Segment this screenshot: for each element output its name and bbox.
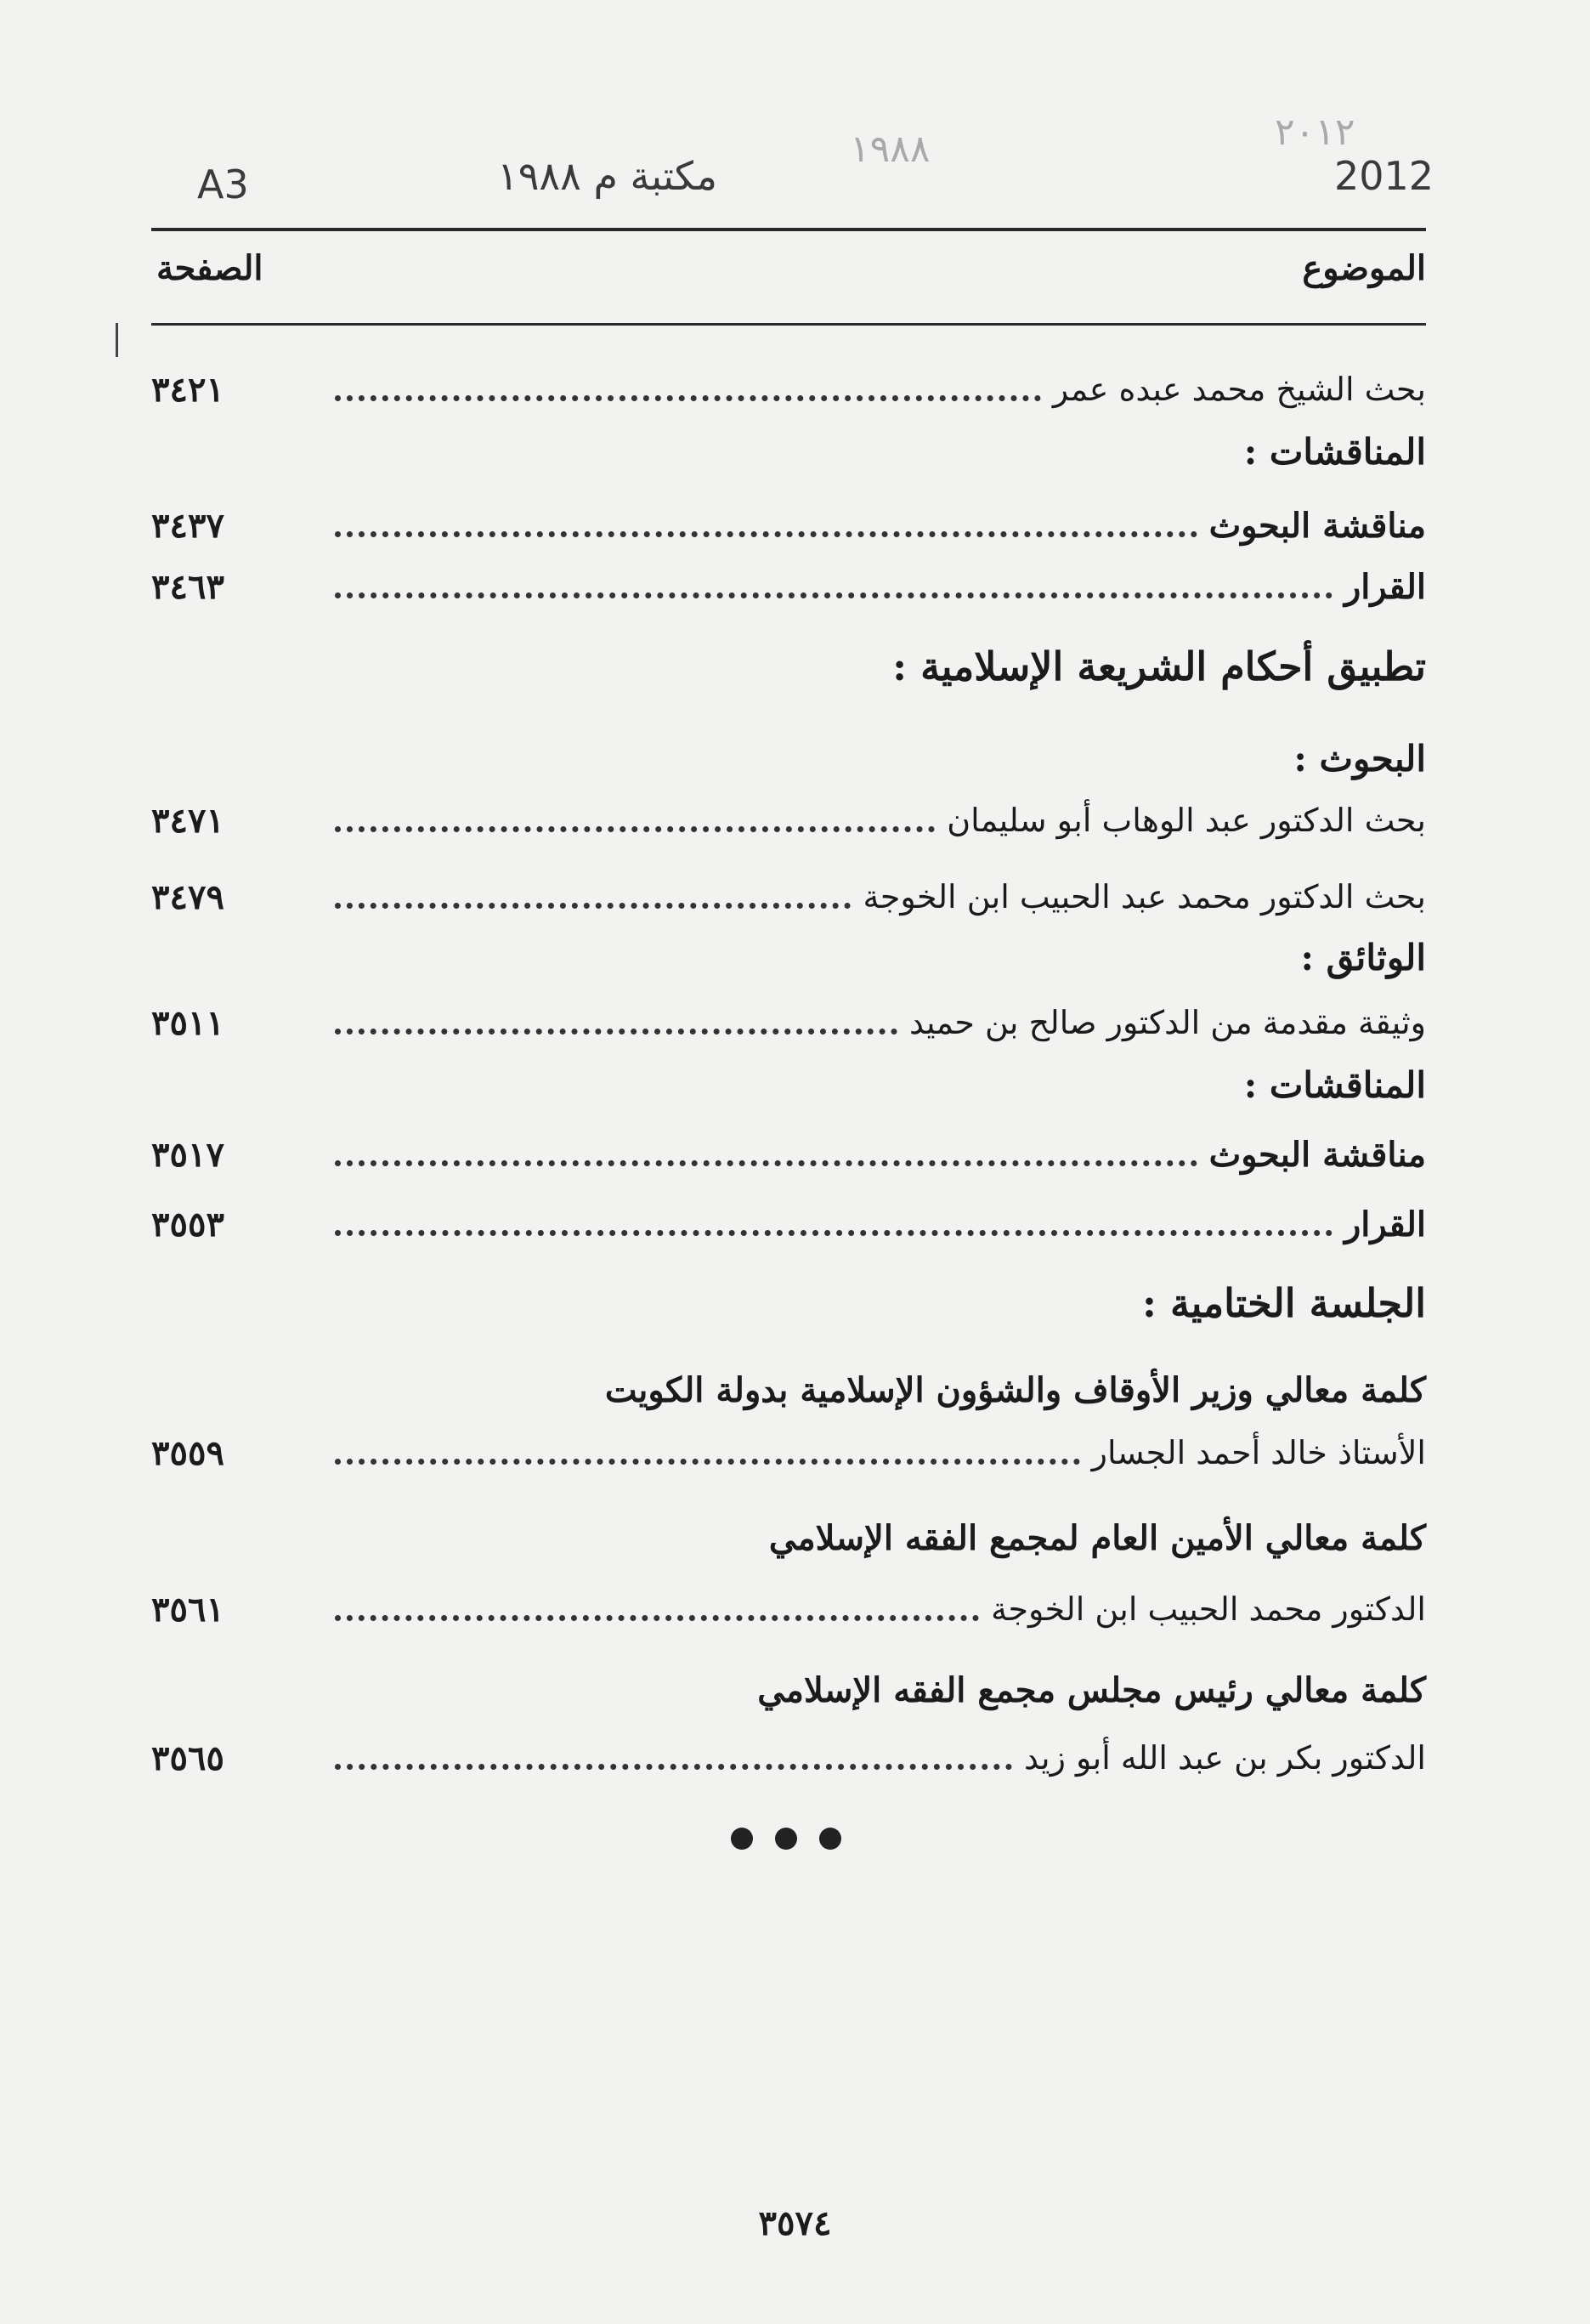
ornament-dot: [731, 1828, 753, 1850]
column-page: الصفحة: [156, 248, 263, 288]
entry-title: القرار: [1344, 1204, 1426, 1244]
page-ref: ٣٥١٧: [151, 1134, 224, 1175]
leader-dots: [335, 1615, 979, 1621]
page-ref: ٣٤٣٧: [151, 505, 224, 546]
page-ref: ٣٤٢١: [151, 369, 224, 410]
toc-entry: [151, 792, 1426, 848]
page-number: ٣٥٧٤: [758, 2203, 832, 2243]
page-ref: ٣٥٥٣: [151, 1204, 224, 1244]
toc-entry: [151, 1196, 1426, 1252]
speech-title: كلمة معالي وزير الأوقاف والشؤون الإسلامية بدولة الكويت: [604, 1370, 1426, 1410]
entry-title: الدكتور محمد الحبيب ابن الخوجة: [991, 1590, 1426, 1628]
heading-documents: الوثائق :: [1300, 937, 1426, 978]
page-ref: ٣٤٧١: [151, 800, 224, 841]
entry-title: بحث الشيخ محمد عبده عمر: [1052, 371, 1426, 408]
page-ref: ٣٥١١: [151, 1002, 224, 1043]
page-ref: ٣٤٦٣: [151, 566, 224, 607]
leader-dots: [335, 1230, 1333, 1236]
toc-entry: [151, 1730, 1426, 1786]
toc-entry: [151, 1425, 1426, 1481]
leader-dots: [335, 1029, 897, 1034]
toc-entry: [151, 558, 1426, 615]
page-ref: ٣٥٦١: [151, 1589, 224, 1630]
leader-dots: [335, 903, 851, 909]
speech-title: كلمة معالي رئيس مجلس مجمع الفقه الإسلامي: [757, 1670, 1426, 1710]
toc-entry: [151, 497, 1426, 553]
ornament-dot: [775, 1828, 797, 1850]
leader-dots: [335, 531, 1197, 537]
leader-dots: [335, 1459, 1080, 1465]
header-bottom-rule: [151, 323, 1426, 326]
toc-entry: [151, 995, 1426, 1051]
entry-title: مناقشة البحوث: [1208, 505, 1426, 546]
toc-entry: [151, 869, 1426, 925]
leader-dots: [335, 1160, 1197, 1166]
scan-edge-mark: [116, 323, 118, 357]
page-ref: ٣٤٧٩: [151, 876, 224, 917]
handwritten-note-left: A3: [197, 162, 249, 207]
entry-title: القرار: [1344, 566, 1426, 607]
leader-dots: [335, 592, 1333, 598]
page-ref: ٣٥٥٩: [151, 1432, 224, 1473]
leader-dots: [335, 826, 935, 832]
entry-title: الأستاذ خالد أحمد الجسار: [1091, 1434, 1426, 1471]
heading-discussions: المناقشات :: [1243, 431, 1426, 473]
faint-note-right: ٢٠١٢: [1275, 111, 1355, 154]
handwritten-note-middle: مكتبة م ١٩٨٨: [497, 153, 718, 199]
entry-title: بحث الدكتور محمد عبد الحبيب ابن الخوجة: [863, 878, 1426, 915]
entry-title: بحث الدكتور عبد الوهاب أبو سليمان: [947, 802, 1426, 839]
speech-title: كلمة معالي الأمين العام لمجمع الفقه الإسلامي: [768, 1518, 1426, 1558]
header-top-rule: [151, 228, 1426, 231]
section-title: تطبيق أحكام الشريعة الإسلامية :: [892, 643, 1426, 689]
column-topic: الموضوع: [1302, 248, 1426, 288]
heading-research: البحوث :: [1293, 738, 1426, 779]
heading-discussions: المناقشات :: [1243, 1064, 1426, 1106]
toc-entry: [151, 1126, 1426, 1182]
toc-entry: [151, 1581, 1426, 1637]
entry-title: الدكتور بكر بن عبد الله أبو زيد: [1024, 1739, 1426, 1777]
entry-title: مناقشة البحوث: [1208, 1134, 1426, 1175]
ornament-dot: [819, 1828, 841, 1850]
toc-entry: [151, 361, 1426, 417]
leader-dots: [335, 1764, 1012, 1770]
heading-closing-session: الجلسة الختامية :: [1142, 1280, 1426, 1326]
end-ornament: [731, 1828, 841, 1850]
entry-title: وثيقة مقدمة من الدكتور صالح بن حميد: [909, 1004, 1426, 1041]
page-ref: ٣٥٦٥: [151, 1737, 224, 1778]
faint-note-middle: ١٩٨٨: [850, 128, 931, 171]
handwritten-note-right: 2012: [1334, 153, 1434, 199]
leader-dots: [335, 395, 1041, 401]
